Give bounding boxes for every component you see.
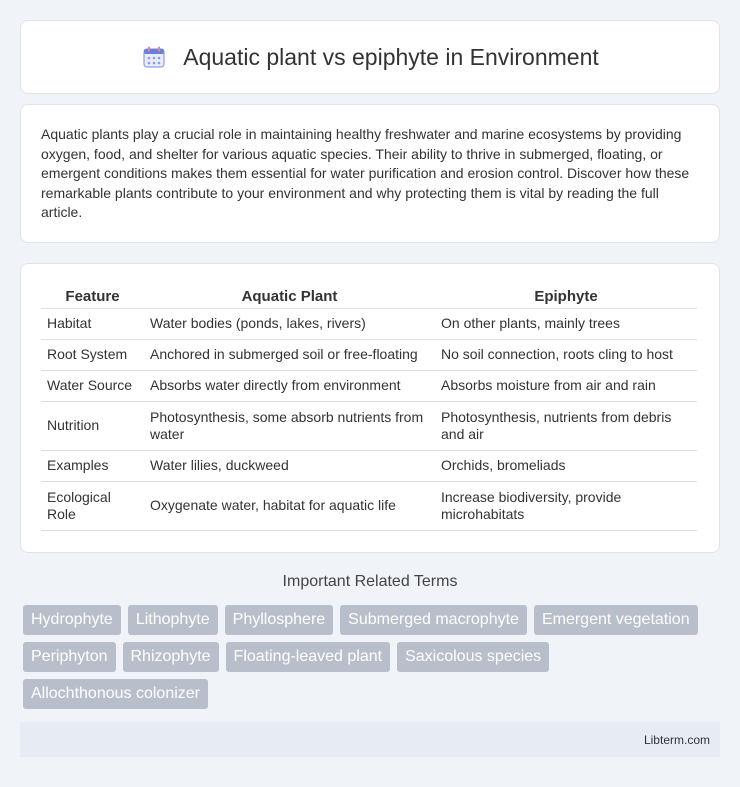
table-cell-epiphyte: No soil connection, roots cling to host [435,339,697,370]
calendar-icon [141,44,167,70]
table-cell-aquatic: Water bodies (ponds, lakes, rivers) [144,308,435,339]
related-term-tag[interactable]: Hydrophyte [23,605,121,635]
table-cell-feature: Water Source [41,370,144,401]
table-cell-feature: Examples [41,450,144,481]
related-terms-list [23,605,723,709]
table-row [41,481,697,530]
related-terms-title: Important Related Terms [282,573,458,590]
table-row [41,401,697,450]
related-term-tag[interactable]: Phyllosphere [225,605,334,635]
table-cell-feature: Habitat [41,308,144,339]
related-term-tag[interactable]: Saxicolous species [397,642,549,672]
table-cell-aquatic: Oxygenate water, habitat for aquatic life [144,481,435,530]
page-title: Aquatic plant vs epiphyte in Environment [183,43,599,70]
header-epiphyte: Epiphyte [435,284,697,308]
table-cell-feature: Ecological Role [41,481,144,530]
table-header-row [41,284,697,308]
table-row [41,308,697,339]
header-feature: Feature [41,284,144,308]
table-row [41,450,697,481]
table-cell-epiphyte: Photosynthesis, nutrients from debris and air [435,401,697,450]
table-cell-feature: Root System [41,339,144,370]
intro-card [20,104,720,243]
table-cell-aquatic: Water lilies, duckweed [144,450,435,481]
table-cell-aquatic: Anchored in submerged soil or free-floating [144,339,435,370]
related-term-tag[interactable]: Rhizophyte [123,642,219,672]
related-term-tag[interactable]: Submerged macrophyte [340,605,527,635]
related-term-tag[interactable]: Floating-leaved plant [226,642,391,672]
table-row [41,339,697,370]
table-cell-feature: Nutrition [41,401,144,450]
header-card [20,20,720,94]
table-cell-epiphyte: Orchids, bromeliads [435,450,697,481]
table-row [41,370,697,401]
footer-site-link[interactable]: Libterm.com [643,732,710,747]
related-term-tag[interactable]: Periphyton [23,642,116,672]
comparison-table [41,284,697,531]
comparison-table-card [20,263,720,553]
related-term-tag[interactable]: Emergent vegetation [534,605,698,635]
related-term-tag[interactable]: Lithophyte [128,605,218,635]
related-term-tag[interactable]: Allochthonous colonizer [23,679,208,709]
table-cell-epiphyte: Absorbs moisture from air and rain [435,370,697,401]
table-cell-aquatic: Photosynthesis, some absorb nutrients from water [144,401,435,450]
table-cell-epiphyte: On other plants, mainly trees [435,308,697,339]
footer [20,722,720,757]
table-cell-epiphyte: Increase biodiversity, provide microhabitats [435,481,697,530]
table-cell-aquatic: Absorbs water directly from environment [144,370,435,401]
header-aquatic-plant: Aquatic Plant [144,284,435,308]
intro-paragraph: Aquatic plants play a crucial role in maintaining healthy freshwater and marine ecosystems by providing oxygen, food, and shelter for various aquatic species. Their ability to thrive in submerged, floating, or emergent conditions makes them essential for water purification and erosion control. Discover how these remarkable plants contribute to your environment and why protecting them is vital by reading the full article. [41,126,690,221]
